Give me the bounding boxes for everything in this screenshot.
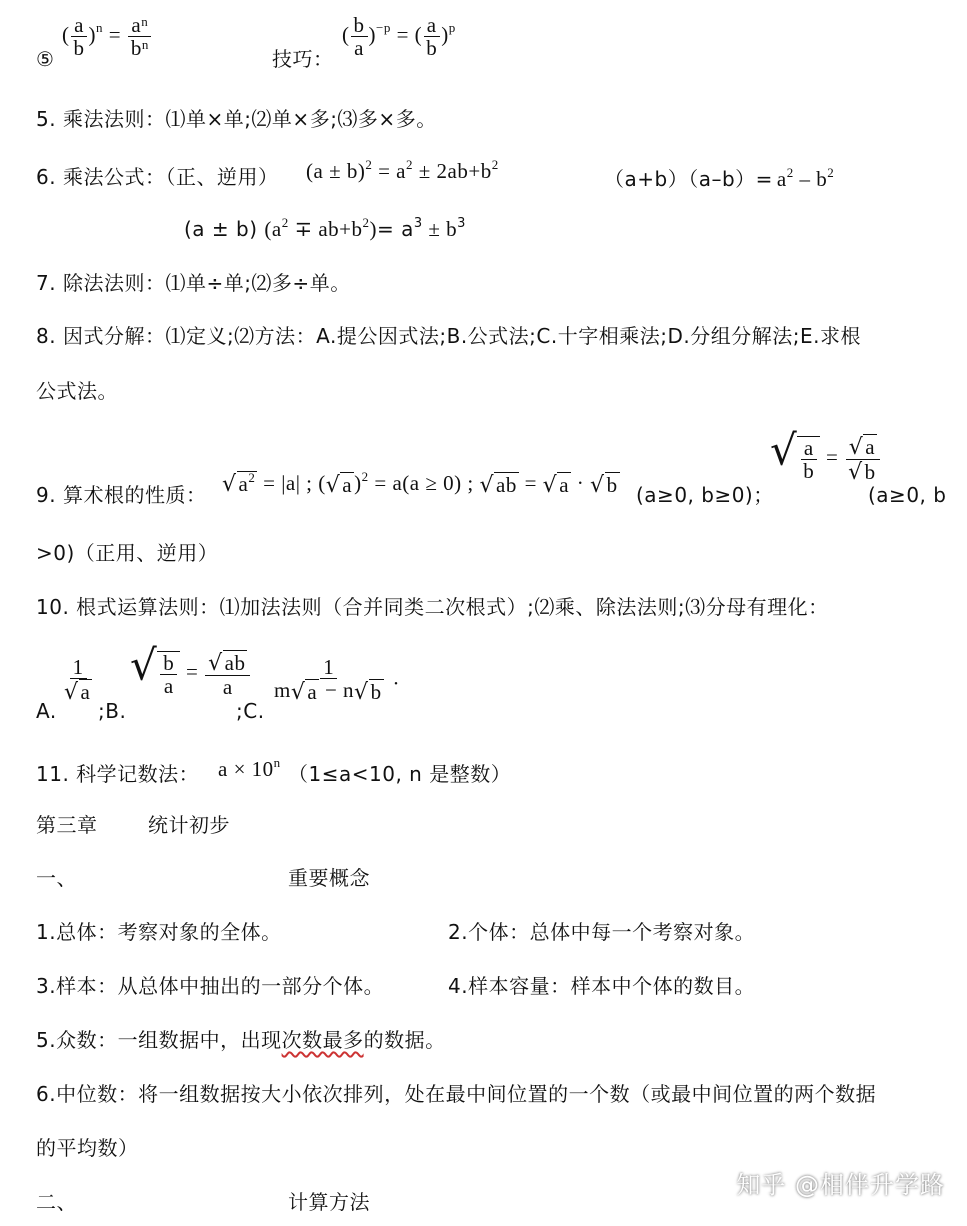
formula-difference-of-squares: $(a+b)(a-b)= a^2 - b^2$ [604,165,835,191]
concept-median-line-1: 6.中位数：将一组数据按大小依次排列，处在最中间位置的一个数（或最中间位置的两个数据 [36,1082,877,1106]
radical-rules: 10. 根式运算法则：⑴加法法则（合并同类二次根式）;⑵乘、除法法则;⑶分母有理化： [36,595,829,619]
factorization-line-1: 8. 因式分解：⑴定义;⑵方法：A.提公因式法;B.公式法;C.十字相乘法;D.分组分解法;E.求根 [36,324,861,348]
concept-population: 1.总体：考察对象的全体。 [36,920,282,944]
chapter-title: 第三章 [36,813,98,837]
scientific-notation-condition: （1≤a<10, n 是整数） [288,762,512,786]
formula-square-of-sum: $(a \pm b)^2 = a^2 \pm 2ab+b^2$ [306,157,499,183]
zhihu-watermark: 知乎 @相伴升学路 [736,1171,945,1199]
root-condition-2: (a≥0, b [868,483,947,507]
concept-sample: 3.样本：从总体中抽出的一部分个体。 [36,974,385,998]
section-one-title: 重要概念 [288,866,370,890]
section-one-number: 一、 [36,866,77,890]
concept-individual: 2.个体：总体中每一个考察对象。 [448,920,756,944]
wavy-underlined-text: 次数最多 [281,1028,364,1052]
section-two-number: 二、 [36,1190,77,1214]
concept-mode: 5.众数：一组数据中，出现次数最多的数据。 [36,1028,446,1052]
concept-median-line-2: 的平均数） [36,1136,139,1160]
section-two-title: 计算方法 [288,1190,370,1214]
formula-sum-of-cubes: (a ± b) $(a^2 \mp ab+b^2)= a^3 \pm b^3$ [184,215,466,241]
rationalize-example-a: $\frac{1}{√a}$ [64,655,91,705]
rule-division: 7. 除法法则：⑴单÷单;⑵多÷单。 [36,271,351,295]
root-properties-label: 9. 算术根的性质： [36,483,207,507]
multiplication-formula-label: 6. 乘法公式：（正、逆用） [36,165,279,189]
root-quotient-formula: √ $\frac{a}{b}$ = $\frac{√a}{√b}$ [770,434,882,484]
option-b-label: ;B. [98,699,127,723]
scientific-notation-formula: $a \times 10^n$ [218,755,281,781]
concept-sample-size: 4.样本容量：样本中个体的数目。 [448,974,756,998]
rule-multiplication: 5. 乘法法则：⑴单×单;⑵单×多;⑶多×多。 [36,107,437,131]
option-c-label: ;C. [236,699,265,723]
tip-label: 技巧： [272,47,334,71]
factorization-line-2: 公式法。 [36,379,118,403]
root-condition-1: (a≥0, b≥0)； [636,483,774,507]
option-a-label: A. [36,699,57,723]
formula-fraction-power: ( $\frac{a}{b}$ )$^n$ = $\frac{a^n}{b^n}$ [62,14,153,59]
formula-negative-power: ( $\frac{b}{a}$ )$^{-p}$ = ( $\frac{a}{b}$ )$^p$ [342,13,456,61]
chapter-subtitle: 统计初步 [148,813,230,837]
circled-five: ⑤ [36,47,55,71]
root-property-formulas: $√a^2 = |a|$ ; $(√a)^2 = a(a \ge 0)$ ; √ab = √a · √b [222,469,618,498]
rationalize-example-b: √ $\frac{b}{a}$ = $\frac{√ab}{a}$ [130,650,251,698]
scientific-notation-label: 11. 科学记数法： [36,762,200,786]
root-condition-2-cont: >0)（正用、逆用） [36,541,219,565]
rationalize-example-c: $\frac{1}{m√a - n√b}$ . [274,655,400,705]
